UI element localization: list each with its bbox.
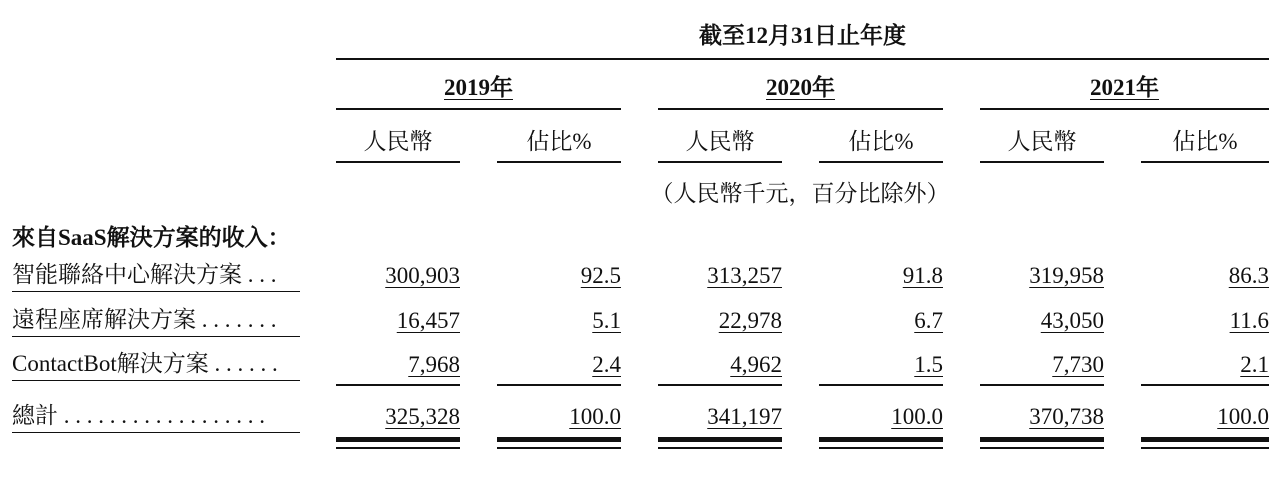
cell-value: 1.5: [914, 352, 943, 377]
row-label-wrap: [12, 306, 300, 336]
total-label-underline: [12, 432, 300, 433]
cell-value: 4,962: [730, 352, 782, 377]
col-rmb-2019: 人民幣: [363, 129, 433, 154]
double-rule-thin: [658, 447, 782, 449]
year-rule-2020: [658, 108, 943, 110]
double-rule-thin: [1141, 447, 1269, 449]
cell-value: 2.1: [1240, 352, 1269, 377]
subtotal-rule: [980, 384, 1104, 386]
cell-value: 319,958: [1029, 263, 1104, 288]
subtotal-rule: [819, 384, 943, 386]
cell-value: 86.3: [1228, 263, 1269, 288]
double-rule-thick: [1141, 437, 1269, 442]
row-label-underline: [12, 291, 300, 292]
year-rule-2021: [980, 108, 1269, 110]
double-rule-thick: [336, 437, 460, 442]
double-rule-thin: [497, 447, 621, 449]
double-rule-thick: [497, 437, 621, 442]
unit-note: （人民幣千元，百分比除外）: [650, 181, 950, 206]
col-rule: [980, 161, 1104, 163]
cell-value: 22,978: [718, 308, 782, 333]
double-rule-thick: [658, 437, 782, 442]
year-header-2020: 2020年: [766, 75, 835, 100]
cell-value: 313,257: [707, 263, 782, 288]
col-rule: [819, 161, 943, 163]
row-label-underline: [12, 336, 300, 337]
cell-value: 5.1: [592, 308, 621, 333]
total-label-wrap: [12, 402, 300, 432]
cell-value: 7,730: [1052, 352, 1104, 377]
col-pct-2019: 佔比%: [526, 129, 592, 154]
cell-value: 11.6: [1229, 308, 1269, 333]
double-rule-thick: [980, 437, 1104, 442]
col-rule: [1141, 161, 1269, 163]
col-pct-2021: 佔比%: [1172, 129, 1238, 154]
subtotal-rule: [497, 384, 621, 386]
double-rule-thin: [980, 447, 1104, 449]
col-rule: [336, 161, 460, 163]
col-pct-2020: 佔比%: [848, 129, 914, 154]
cell-value: 7,968: [408, 352, 460, 377]
total-value: 341,197: [707, 404, 782, 429]
double-rule-thin: [819, 447, 943, 449]
cell-value: 92.5: [580, 263, 621, 288]
subtotal-rule: [336, 384, 460, 386]
subtotal-rule: [658, 384, 782, 386]
row-label: ContactBot解決方案 . . . . . .: [12, 351, 278, 376]
col-rule: [658, 161, 782, 163]
row-label-wrap: [12, 350, 300, 380]
double-rule-thick: [819, 437, 943, 442]
cell-value: 16,457: [396, 308, 460, 333]
total-value: 100.0: [891, 404, 943, 429]
cell-value: 43,050: [1040, 308, 1104, 333]
subtotal-rule: [1141, 384, 1269, 386]
col-rule: [497, 161, 621, 163]
row-label: 遠程座席解決方案 . . . . . . .: [12, 307, 277, 332]
header-rule: [336, 58, 1269, 60]
total-value: 370,738: [1029, 404, 1104, 429]
row-label: 智能聯絡中心解決方案 . . .: [12, 262, 277, 287]
col-rmb-2021: 人民幣: [1007, 129, 1077, 154]
year-header-2021: 2021年: [1090, 75, 1159, 100]
cell-value: 2.4: [592, 352, 621, 377]
total-label: 總計 . . . . . . . . . . . . . . . . . .: [12, 403, 265, 428]
row-label-underline: [12, 380, 300, 381]
cell-value: 300,903: [385, 263, 460, 288]
period-title: 截至12月31日止年度: [699, 23, 906, 48]
year-rule-2019: [336, 108, 621, 110]
section-title: 來自SaaS解決方案的收入：: [12, 225, 291, 250]
total-value: 100.0: [1217, 404, 1269, 429]
total-value: 325,328: [385, 404, 460, 429]
double-rule-thin: [336, 447, 460, 449]
row-label-wrap: [12, 261, 300, 291]
col-rmb-2020: 人民幣: [685, 129, 755, 154]
total-value: 100.0: [569, 404, 621, 429]
cell-value: 6.7: [914, 308, 943, 333]
year-header-2019: 2019年: [444, 75, 513, 100]
cell-value: 91.8: [902, 263, 943, 288]
